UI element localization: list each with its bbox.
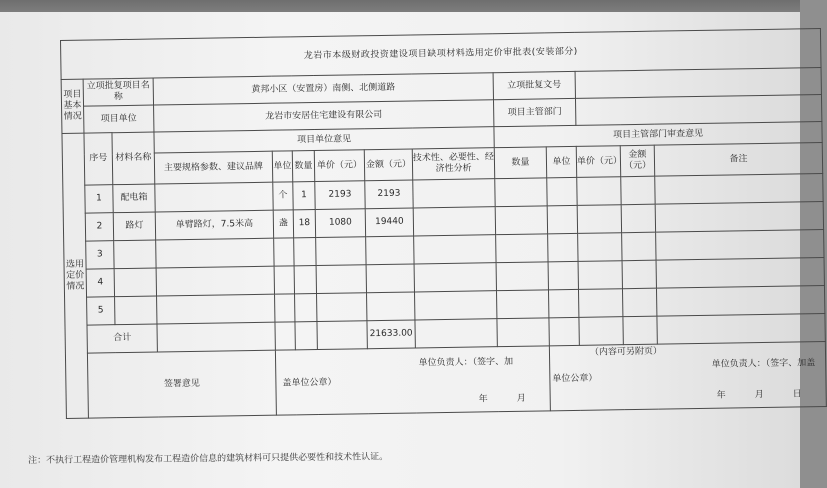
row-price: 1080 (315, 209, 365, 238)
row-qty (294, 266, 316, 294)
row-material (114, 268, 156, 297)
project-name-label: 立项批复项目名称 (83, 78, 153, 106)
row-tech (414, 235, 496, 264)
row-no: 2 (85, 213, 113, 241)
row-review-price (577, 177, 621, 206)
footnote: 注：不执行工程造价管理机构发布工程造价信息的建筑材料可只提供必要性和技术性认证。 (28, 452, 389, 466)
row-price (316, 237, 366, 266)
row-review-price (578, 289, 622, 318)
row-unit (274, 266, 294, 294)
row-qty (294, 238, 316, 266)
unit-responsible-text: 单位负责人：（签字、加 (418, 356, 514, 369)
col-review-note: 备注 (654, 143, 823, 177)
project-name-value: 黄邦小区（安置房）南侧、北侧道路 (153, 73, 493, 105)
row-review-unit (548, 261, 578, 289)
unit-label: 项目单位 (84, 105, 154, 133)
row-review-qty (495, 178, 547, 207)
row-spec (156, 238, 274, 268)
row-review-qty (496, 234, 548, 263)
selection-section-label: 选用定价情况 (62, 133, 88, 418)
col-amount: 金额（元） (364, 149, 412, 181)
row-tech (413, 207, 495, 236)
row-unit (274, 238, 294, 266)
row-tech (414, 263, 496, 292)
row-qty: 18 (293, 210, 315, 238)
row-review-amount (621, 176, 655, 205)
row-review-qty (496, 262, 548, 291)
col-no: 序号 (84, 133, 113, 185)
dept-responsible-text: 单位负责人：（签字、加盖 (711, 358, 816, 370)
row-amount: 19440 (365, 208, 413, 237)
col-spec: 主要规格参数、建议品牌 (154, 151, 272, 184)
row-review-amount (622, 260, 656, 289)
signature-label: 签署意见 (87, 350, 276, 418)
row-price: 2193 (315, 181, 365, 210)
row-qty (295, 294, 317, 322)
col-material: 材料名称 (112, 132, 155, 185)
row-spec (155, 182, 273, 212)
row-unit: 个 (273, 182, 293, 210)
unit-signature-cell (275, 346, 550, 415)
col-review-amount: 金额（元） (620, 145, 654, 177)
row-price (316, 265, 366, 294)
col-review-unit: 单位 (546, 146, 576, 177)
unit-opinion-header: 项目单位意见 (154, 127, 494, 153)
row-unit (275, 294, 295, 322)
dept-value (575, 95, 821, 126)
basic-section-label: 项目基本情况 (61, 79, 84, 133)
col-tech: 技术性、必要性、经济性分析 (412, 148, 494, 180)
unit-date-text: 年 月 (478, 393, 536, 405)
form-title: 龙岩市本级财政投资建设项目缺项材料选用定价审批表(安装部分) (61, 29, 822, 80)
row-price (317, 293, 367, 322)
row-review-price (578, 233, 622, 262)
row-review-note (656, 230, 824, 261)
row-amount (367, 292, 415, 321)
row-spec: 单臂路灯，7.5米高 (155, 210, 273, 240)
col-review-price: 单价（元） (576, 146, 620, 178)
row-review-amount (622, 288, 656, 317)
dept-signature-cell (549, 342, 826, 411)
total-label: 合计 (87, 324, 157, 353)
dept-seal-text: 单位公章） (552, 373, 598, 385)
row-review-unit (548, 233, 578, 261)
row-material (115, 296, 157, 325)
row-amount (366, 264, 414, 293)
row-review-qty (495, 206, 547, 235)
row-review-qty (496, 290, 548, 319)
row-unit: 盏 (273, 210, 293, 238)
dept-opinion-header: 项目主管部门审查意见 (494, 122, 822, 148)
col-unit: 单位 (272, 151, 292, 182)
row-no: 3 (86, 241, 114, 269)
unit-value: 龙岩市安居住宅建设有限公司 (154, 100, 494, 132)
row-review-note (656, 286, 824, 317)
approval-doc-value (575, 68, 821, 99)
row-no: 5 (87, 297, 115, 325)
col-review-qty: 数量 (494, 147, 546, 179)
row-spec (157, 294, 275, 324)
row-review-amount (622, 232, 656, 261)
unit-seal-text: 盖单位公章） (282, 377, 337, 389)
row-amount (366, 236, 414, 265)
row-amount: 2193 (365, 180, 413, 209)
dept-label: 项目主管部门 (493, 98, 575, 126)
row-qty: 1 (293, 182, 315, 210)
row-review-note (655, 174, 823, 205)
row-review-unit (547, 177, 577, 205)
col-price: 单价（元） (314, 150, 364, 182)
row-review-amount (621, 204, 655, 233)
row-review-unit (548, 289, 578, 317)
approval-form (60, 28, 818, 434)
row-review-note (655, 202, 823, 233)
row-spec (156, 266, 274, 296)
row-review-unit (547, 205, 577, 233)
col-qty: 数量 (292, 151, 314, 182)
row-tech (415, 291, 497, 320)
row-material: 配电箱 (113, 184, 155, 213)
row-no: 4 (86, 269, 114, 297)
row-review-note (656, 258, 824, 289)
row-tech (413, 179, 495, 208)
total-amount: 21633.00 (367, 320, 415, 349)
row-review-price (577, 205, 621, 234)
dept-date-text: 年 月 日 (716, 389, 812, 401)
approval-doc-label: 立项批复文号 (493, 71, 575, 99)
row-review-price (578, 261, 622, 290)
attachment-note: （内容可另附页） (589, 346, 663, 358)
approval-table (60, 28, 827, 419)
row-material (114, 240, 156, 269)
row-material: 路灯 (113, 212, 155, 241)
row-no: 1 (85, 185, 113, 213)
